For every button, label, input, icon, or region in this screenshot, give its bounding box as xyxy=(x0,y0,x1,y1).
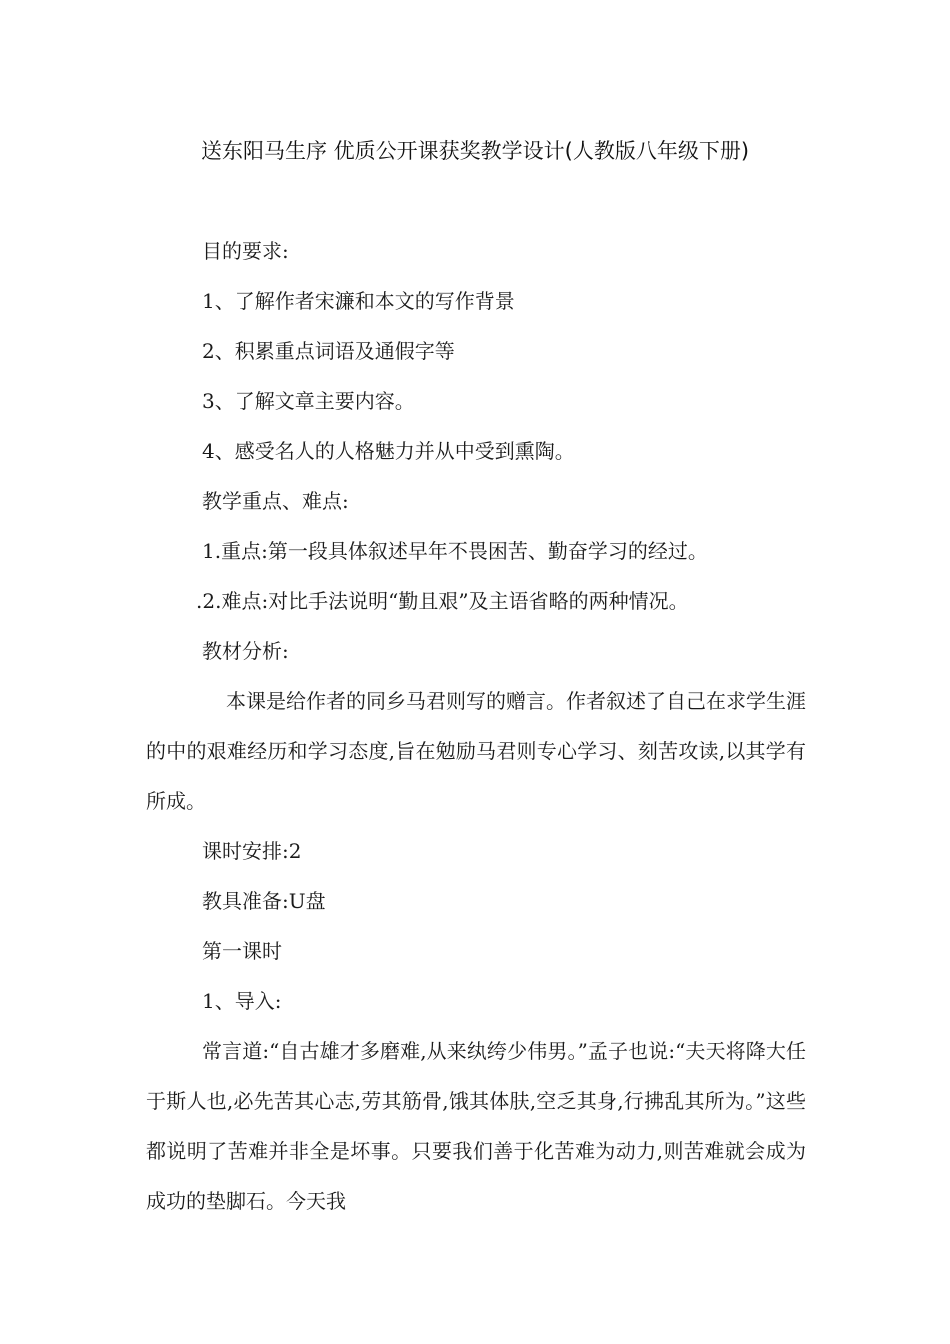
section-heading-key-points: 教学重点、难点: xyxy=(202,489,349,513)
key-point-item-1: 1.重点:第一段具体叙述早年不畏困苦、勤奋学习的经过。 xyxy=(202,539,708,563)
objective-item-3: 3、了解文章主要内容。 xyxy=(202,389,415,413)
objective-item-1: 1、了解作者宋濂和本文的写作背景 xyxy=(202,289,515,313)
class-hours-line: 课时安排:2 xyxy=(202,839,302,863)
objective-item-4: 4、感受名人的人格魅力并从中受到熏陶。 xyxy=(202,439,575,463)
objective-item-2: 2、积累重点词语及通假字等 xyxy=(202,339,455,363)
document-title: 送东阳马生序 优质公开课获奖教学设计(人教版八年级下册) xyxy=(200,139,750,163)
introduction-paragraph: 常言道:“自古雄才多磨难,从来纨绔少伟男。”孟子也说:“夫天将降大任于斯人也,必先苦其心志,劳其筋骨,饿其体肤,空乏其身,行拂乱其所为。”这些都说明了苦难并非全是坏事。只要我们善于化苦难为动力,则苦难就会成为成功的垫脚石。今天我 xyxy=(146,1039,806,1213)
introduction-heading: 1、导入: xyxy=(202,989,282,1013)
lesson-one-heading: 第一课时 xyxy=(202,939,282,963)
section-heading-material-analysis: 教材分析: xyxy=(202,639,289,663)
teaching-aids-line: 教具准备:U盘 xyxy=(202,889,326,913)
section-heading-objectives: 目的要求: xyxy=(202,239,289,263)
material-analysis-paragraph: 本课是给作者的同乡马君则写的赠言。作者叙述了自己在求学生涯的中的艰难经历和学习态度,旨在勉励马君则专心学习、刻苦攻读,以其学有所成。 xyxy=(146,689,806,813)
key-point-item-2: .2.难点:对比手法说明“勤且艰”及主语省略的两种情况。 xyxy=(196,589,689,613)
